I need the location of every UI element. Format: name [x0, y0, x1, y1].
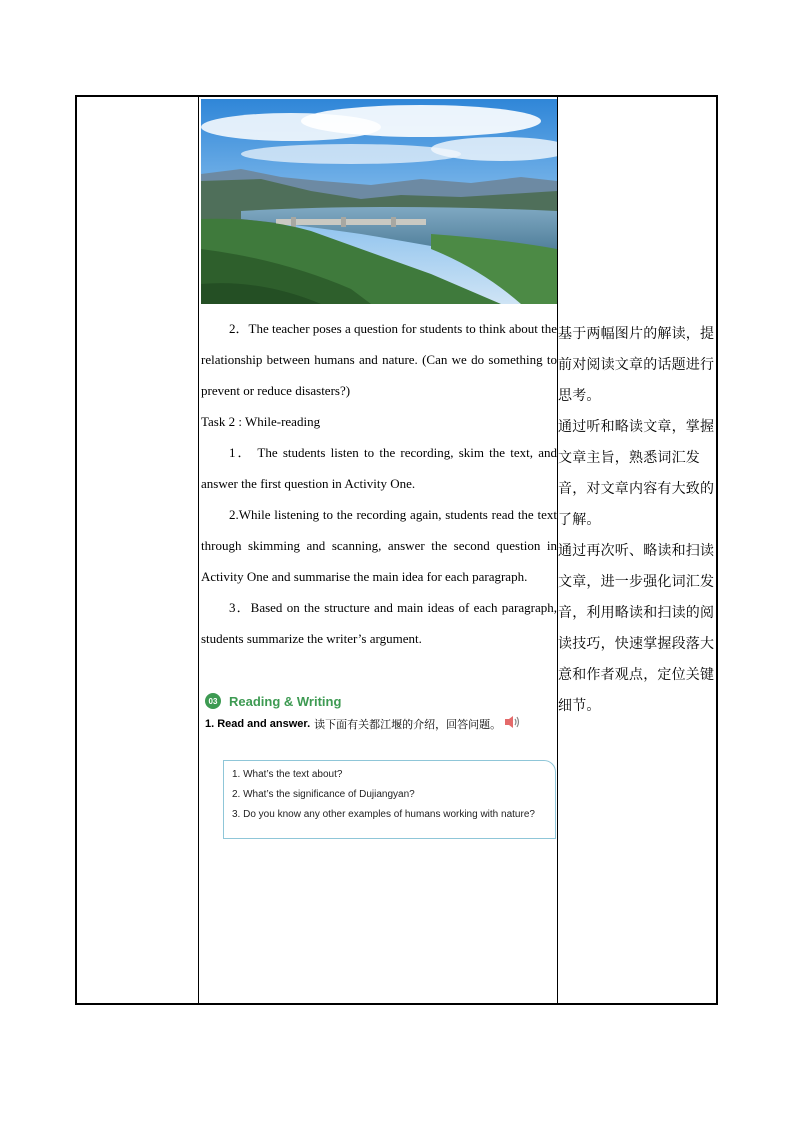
- while-reading-step-1: 1． The students listen to the recording, skim the text, and answer the first question in Activity One.: [201, 445, 557, 491]
- procedure-item-2: 2．The teacher poses a question for students to think about the relationship between humans and nature. (Can we do something to prevent or reduce disasters?): [201, 321, 557, 398]
- intent-note-2: 通过听和略读文章，掌握文章主旨，熟悉词汇发音，对文章内容有大致的了解。: [558, 419, 715, 528]
- speaker-audio-icon: [504, 715, 522, 732]
- teaching-procedure: [201, 313, 557, 654]
- design-intent-column: [558, 319, 718, 722]
- section-title: Reading & Writing: [229, 693, 342, 709]
- activity-instruction: [205, 715, 555, 732]
- question-1: 1. What’s the text about?: [232, 769, 343, 780]
- task-2-heading: Task 2 : While-reading: [201, 414, 321, 429]
- while-reading-step-2: 2.While listening to the recording again, students read the text through skimming and scanning, answer the second question in Activity One and summarise the main idea for each paragraph.: [201, 507, 557, 584]
- section-number-badge: 03: [205, 693, 221, 709]
- dam-landscape-photo: [201, 99, 557, 304]
- question-2: 2. What’s the significance of Dujiangyan?: [232, 789, 415, 800]
- question-box: [223, 760, 556, 839]
- question-3: 3. Do you know any other examples of humans working with nature?: [232, 809, 535, 820]
- intent-note-1: 基于两幅图片的解读，提前对阅读文章的话题进行思考。: [558, 326, 715, 404]
- instruction-bold: 1. Read and answer.: [205, 717, 311, 730]
- lesson-table: [75, 95, 718, 1005]
- while-reading-step-3: 3．Based on the structure and main ideas of each paragraph, students summarize the writer’s argument.: [201, 600, 557, 646]
- textbook-excerpt: [205, 690, 555, 820]
- instruction-chinese: 读下面有关都江堰的介绍，回答问题。: [314, 718, 502, 731]
- column-divider-1: [198, 97, 199, 1003]
- section-header: [205, 690, 555, 712]
- intent-note-3: 通过再次听、略读和扫读文章，进一步强化词汇发音，利用略读和扫读的阅读技巧，快速掌握段落大意和作者观点，定位关键细节。: [558, 543, 715, 714]
